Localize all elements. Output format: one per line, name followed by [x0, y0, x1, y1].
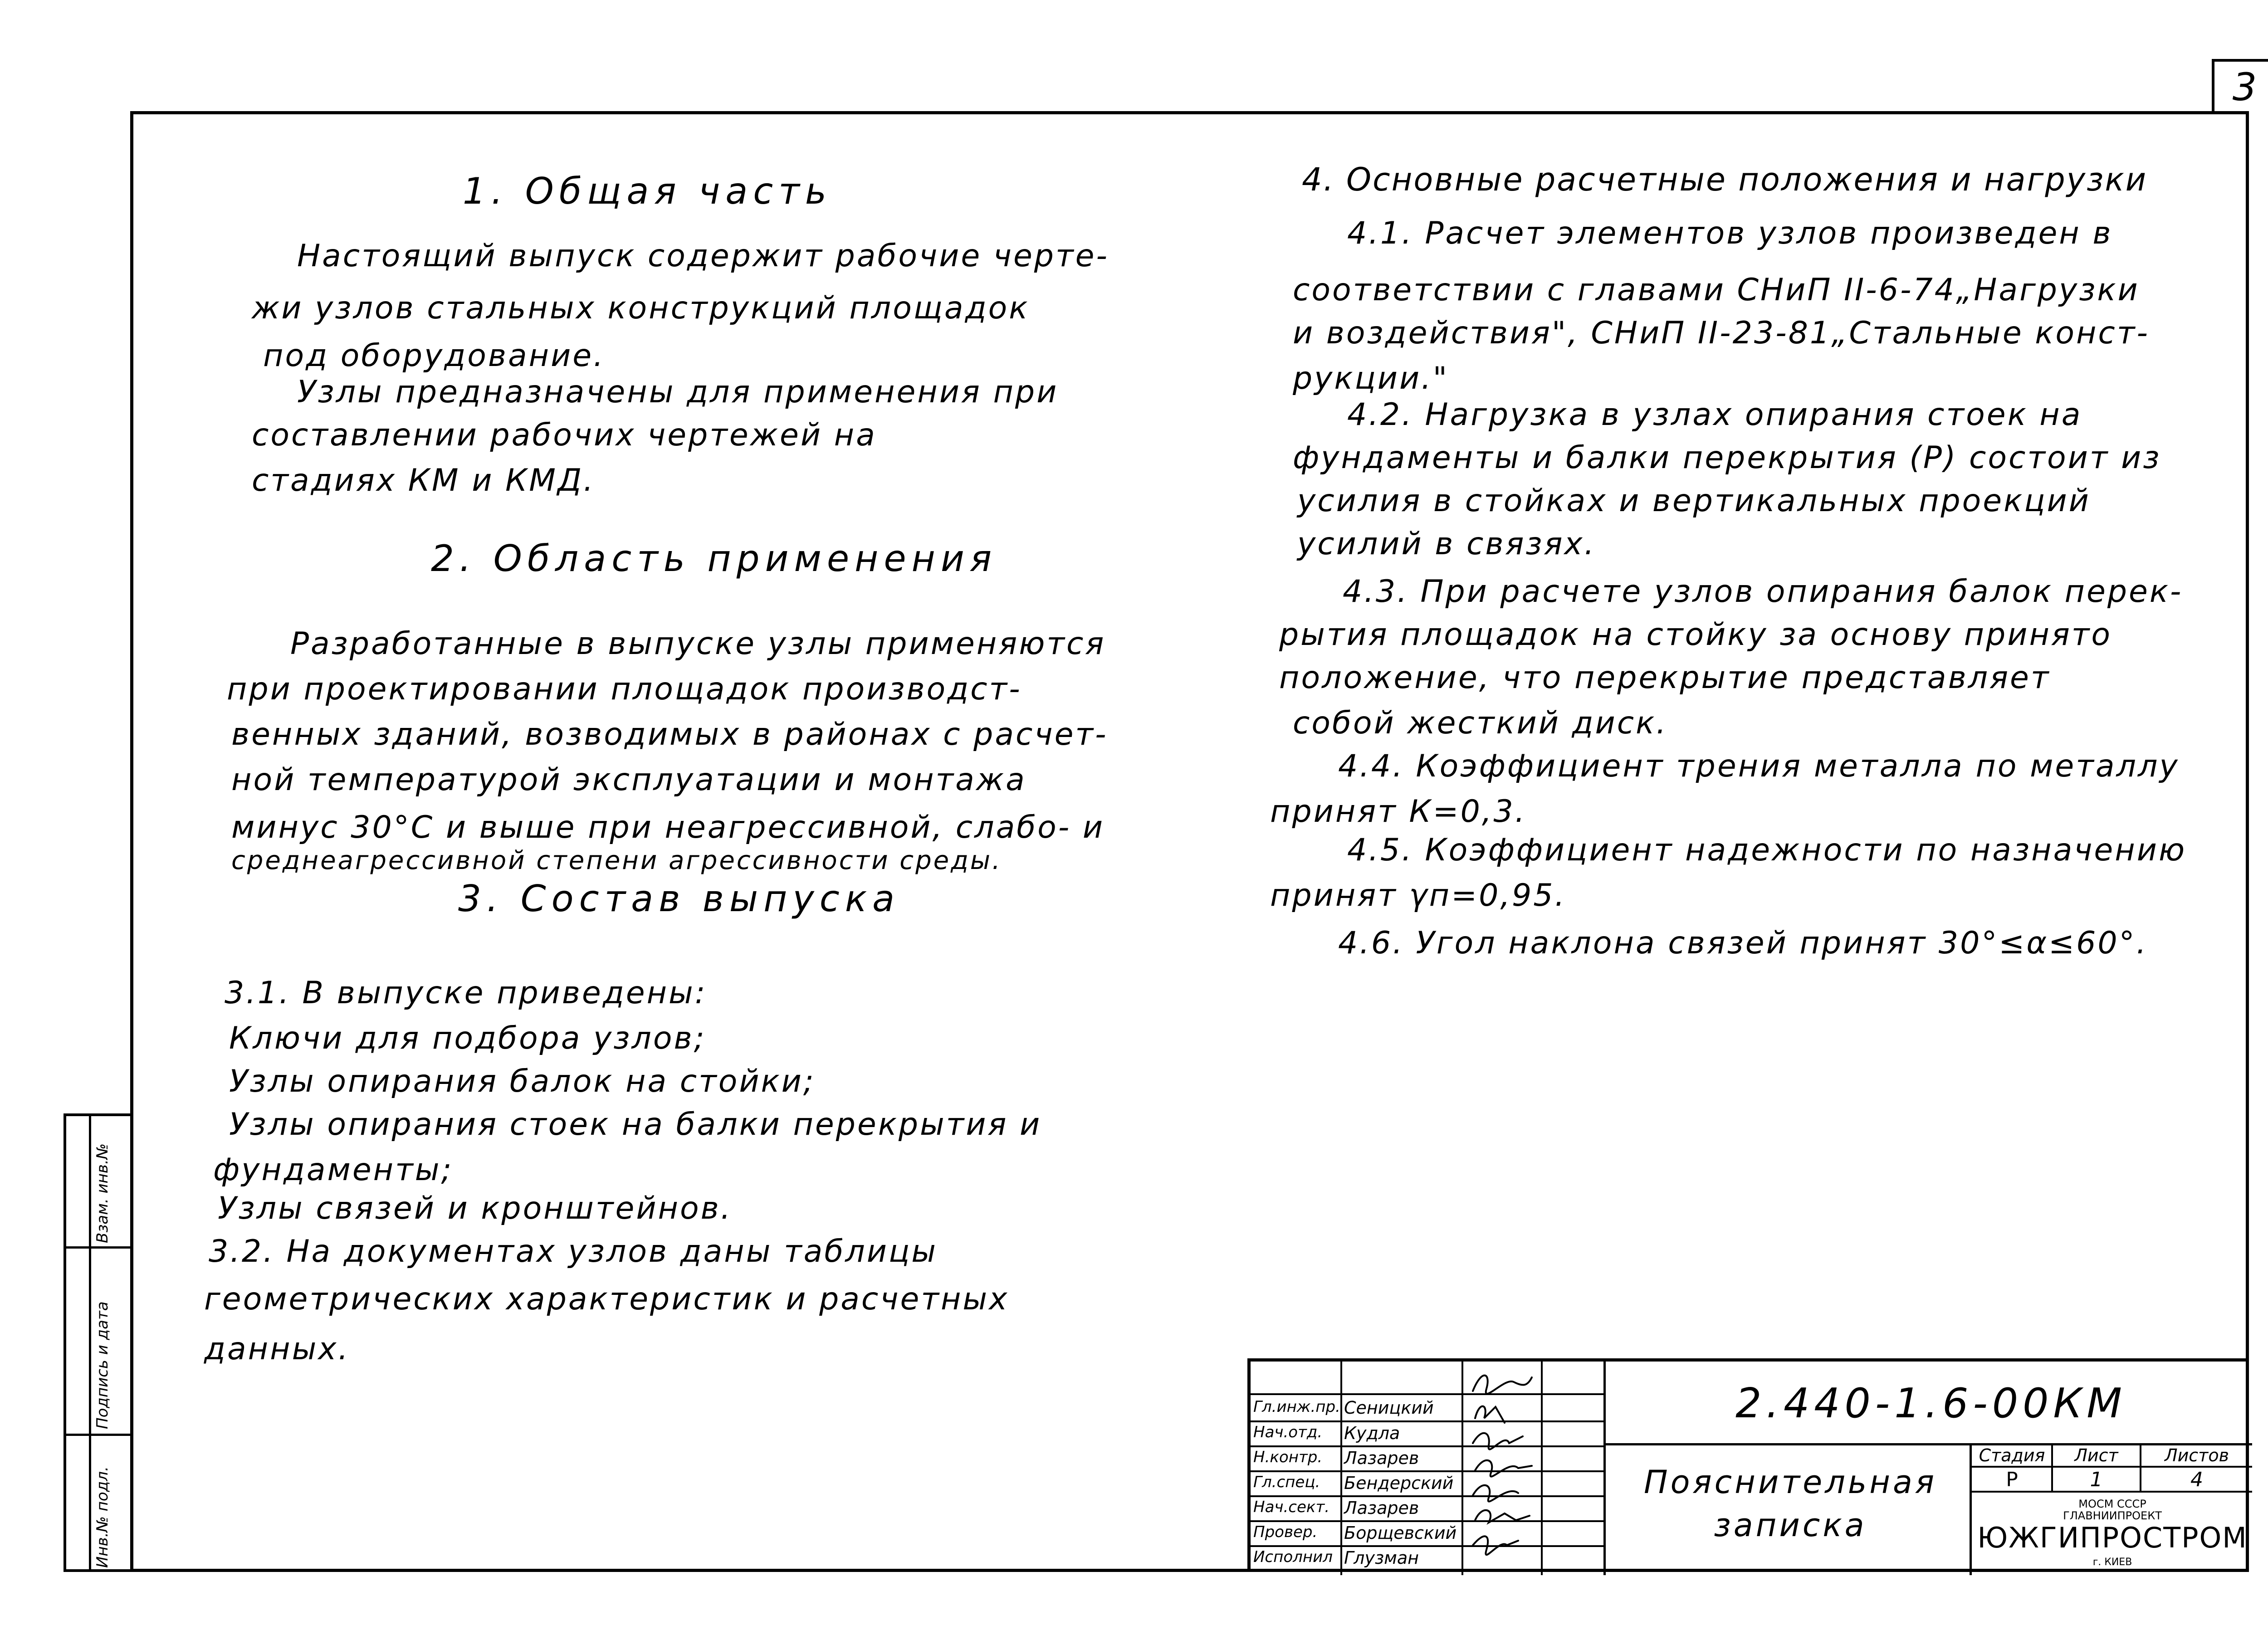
sheets-value: 4 [2190, 1468, 2203, 1491]
role-label: Нач.отд. [1253, 1423, 1323, 1441]
section-4-title: 4. Основные расчетные положения и нагрузки [1302, 161, 2148, 198]
signature-date-label: Подпись и дата [93, 1301, 112, 1429]
s3-line: фундаменты; [213, 1152, 454, 1188]
s3-line: Узлы опирания стоек на балки перекрытия и [229, 1107, 1042, 1142]
role-name: Бендерский [1344, 1473, 1454, 1493]
s1-line: Настоящий выпуск содержит рабочие черте- [297, 238, 1109, 274]
s3-line: Узлы опирания балок на стойки; [229, 1064, 816, 1099]
s3-line: Ключи для подбора узлов; [229, 1020, 706, 1056]
sheet-header: Лист [2074, 1445, 2118, 1465]
s1-line: под оборудование. [263, 338, 605, 374]
s4-line: собой жесткий диск. [1293, 705, 1668, 741]
s2-line: Разработанные в выпуске узлы применяются [290, 626, 1106, 662]
s3-line: данных. [204, 1331, 350, 1367]
s3-line: 3.1. В выпуске приведены: [225, 975, 707, 1011]
inv-no-label: Инв.№ подл. [93, 1466, 112, 1568]
section-2-title: 2. Область применения [431, 537, 997, 580]
role-label: Н.контр. [1253, 1448, 1323, 1466]
replaces-inv-label: Взам. инв.№ [93, 1143, 112, 1243]
s1-line: составлении рабочих чертежей на [252, 417, 877, 453]
s4-line: принят К=0,3. [1270, 794, 1527, 830]
s4-line: рытия площадок на стойку за основу принято [1279, 617, 2112, 653]
s2-line: ной температурой эксплуатации и монтажа [231, 762, 1026, 798]
s2-line: венных зданий, возводимых в районах с расчет- [231, 717, 1108, 752]
role-label: Исполнил [1253, 1548, 1333, 1566]
s4-line: и воздействия", СНиП II-23-81„Стальные конст- [1293, 315, 2150, 351]
sheet-value: 1 [2090, 1468, 2103, 1491]
sheets-header: Листов [2165, 1445, 2229, 1465]
s4-line: положение, что перекрытие представляет [1279, 660, 2051, 696]
org-department: ГЛАВНИИПРОЕКТ [2063, 1509, 2162, 1522]
s4-line: 4.6. Угол наклона связей принят 30°≤α≤60°. [1338, 925, 2148, 961]
s1-line: Узлы предназначены для применения при [297, 374, 1059, 410]
s4-line: соответствии с главами СНиП II-6-74„Нагрузки [1293, 272, 2140, 308]
role-label: Гл.инж.пр. [1253, 1398, 1340, 1416]
s3-line: 3.2. На документах узлов даны таблицы [209, 1234, 938, 1269]
section-3-title: 3. Состав выпуска [458, 878, 900, 920]
s4-line: принят γп=0,95. [1270, 878, 1567, 913]
side-approval-strip [64, 1113, 130, 1572]
s4-line: 4.5. Коэффициент надежности по назначению [1347, 832, 2187, 868]
role-name: Сеницкий [1344, 1398, 1434, 1418]
role-name: Лазарев [1344, 1448, 1419, 1468]
org-city: г. КИЕВ [2092, 1557, 2132, 1568]
s3-line: геометрических характеристик и расчетных [204, 1281, 1009, 1317]
s2-line: при проектировании площадок производст- [227, 671, 1022, 707]
role-label: Провер. [1253, 1523, 1318, 1541]
stage-header: Стадия [1979, 1445, 2045, 1465]
section-1-title: 1. Общая часть [463, 170, 832, 212]
s1-line: стадиях КМ и КМД. [252, 463, 595, 498]
s4-line: фундаменты и балки перекрытия (Р) состоит из [1293, 440, 2161, 476]
signatures-graphic [1464, 1364, 1541, 1575]
role-name: Глузман [1344, 1548, 1419, 1568]
org-name: ЮЖГИПРОСТРОМ [1977, 1521, 2248, 1554]
designation-code: 2.440-1.6-00КМ [1735, 1380, 2126, 1427]
s2-line: среднеагрессивной степени агрессивности среды. [231, 846, 1002, 875]
s4-line: 4.2. Нагрузка в узлах опирания стоек на [1347, 397, 2082, 433]
sheet-corner-number: 3 [2212, 59, 2268, 112]
doc-name-line-1: Пояснительная [1644, 1464, 1937, 1501]
s4-line: усилий в связях. [1297, 526, 1596, 562]
s2-line: минус 30°С и выше при неагрессивной, слабо- и [231, 810, 1105, 845]
role-label: Гл.спец. [1253, 1473, 1320, 1491]
stage-value: Р [2006, 1468, 2018, 1491]
s4-line: 4.1. Расчет элементов узлов произведен в [1347, 215, 2113, 251]
s1-line: жи узлов стальных конструкций площадок [252, 290, 1030, 326]
role-name: Кудла [1344, 1423, 1400, 1443]
title-block [1247, 1358, 2249, 1572]
doc-name-line-2: записка [1714, 1507, 1867, 1544]
s4-line: усилия в стойках и вертикальных проекций [1297, 483, 2091, 519]
s4-line: 4.4. Коэффициент трения металла по металлу [1338, 748, 2180, 784]
s3-line: Узлы связей и кронштейнов. [218, 1191, 733, 1226]
role-name: Борщевский [1344, 1523, 1457, 1543]
org-ministry: МОСМ СССР [2078, 1498, 2146, 1510]
role-label: Нач.сект. [1253, 1498, 1330, 1516]
s4-line: 4.3. При расчете узлов опирания балок перек- [1343, 574, 2183, 610]
role-name: Лазарев [1344, 1498, 1419, 1518]
s4-line: рукции." [1293, 361, 1449, 396]
